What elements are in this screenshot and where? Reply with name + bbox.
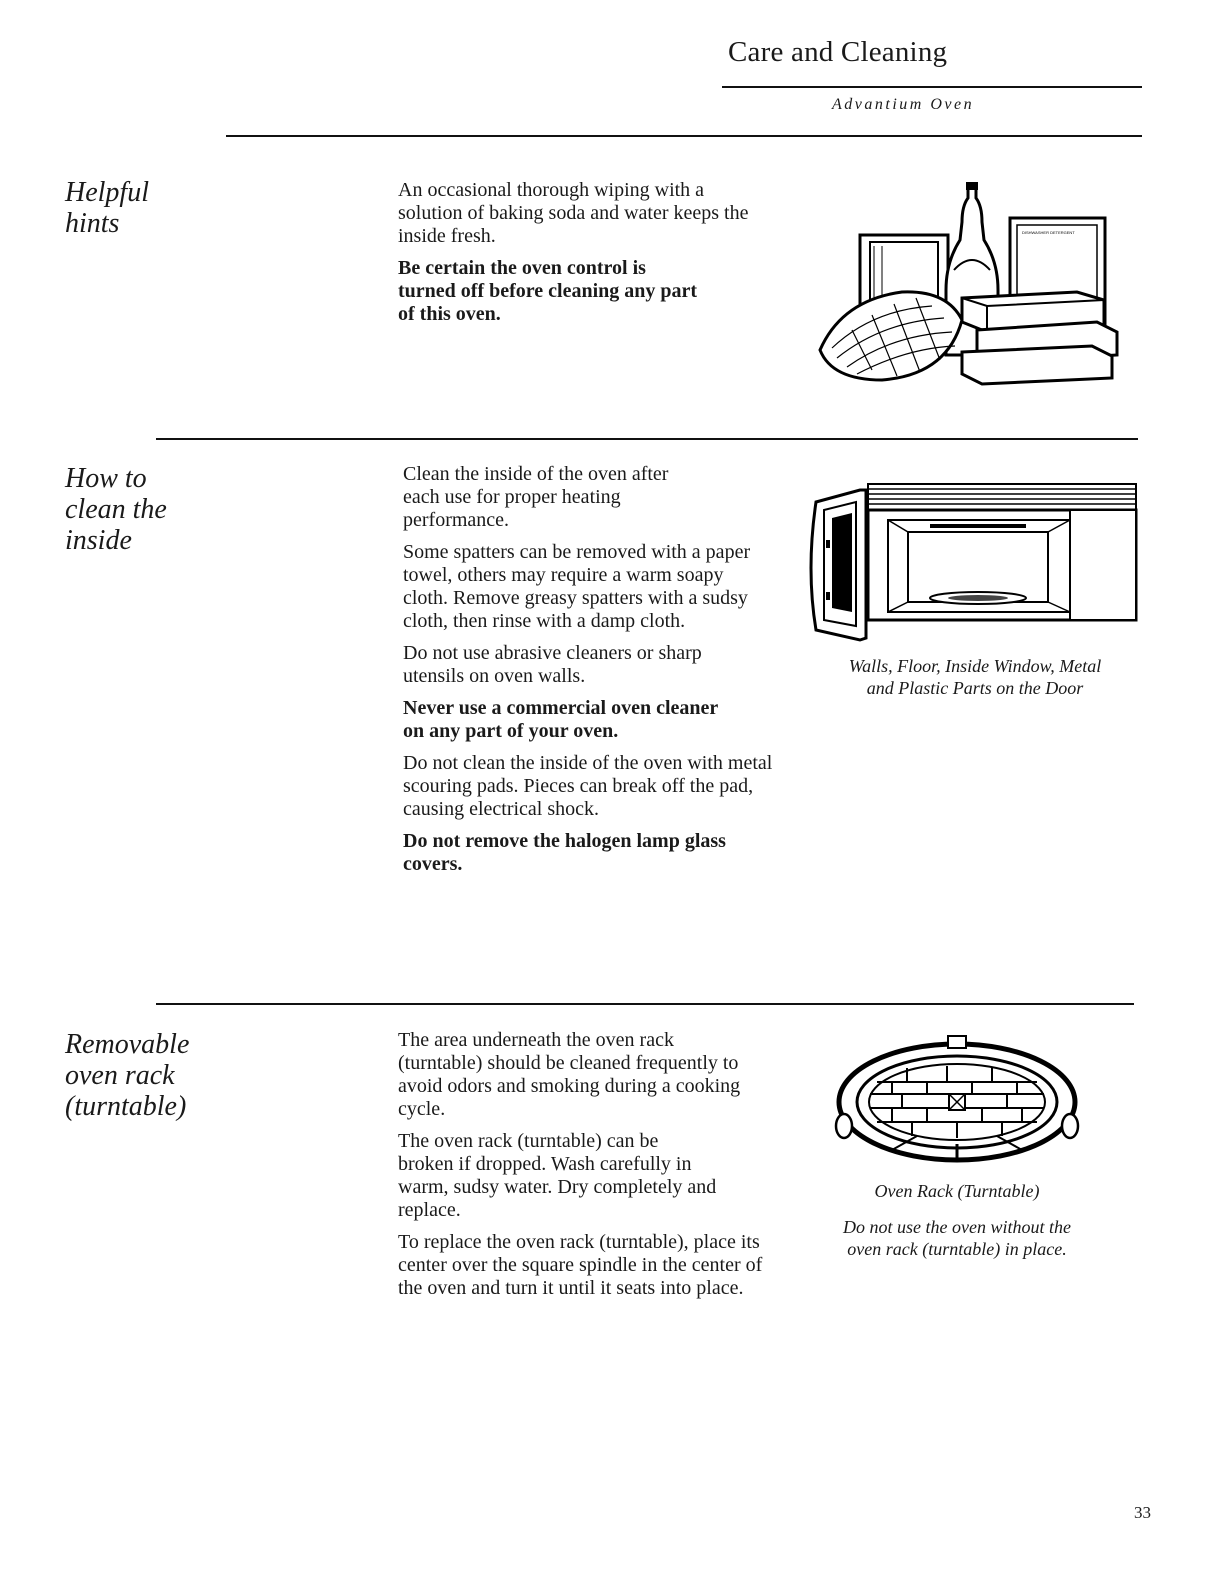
paragraph: An occasional thorough wiping with a solution of baking soda and water keeps the inside fresh. [398,179,749,247]
section-divider-2 [156,1003,1134,1005]
detergent-label: DISHWASHER DETERGENT [1022,230,1075,235]
warning-paragraph: Do not remove the halogen lamp glass covers. [403,830,726,875]
turntable-illustration [832,1030,1082,1170]
page-header-subtitle: Advantium Oven [832,96,975,113]
clean-inside-body [403,463,773,885]
section-divider-1 [156,438,1138,440]
section-title-helpful-hints: Helpful hints [65,177,149,239]
header-rule-long [226,135,1142,137]
paragraph: The oven rack (turntable) can be broken if dropped. Wash carefully in warm, sudsy water. Dry completely and replace. [398,1130,717,1221]
turntable-note: Do not use the oven without the oven rack (turntable) in place. [843,1217,1071,1259]
cleaning-supplies-illustration [812,180,1142,390]
header-rule-short [722,86,1142,88]
page-header-title: Care and Cleaning [728,36,948,68]
warning-paragraph: Never use a commercial oven cleaner on any part of your oven. [403,697,718,742]
paragraph: Do not clean the inside of the oven with metal scouring pads. Pieces can break off the pad, causing electrical shock. [403,752,773,820]
oven-interior-caption: Walls, Floor, Inside Window, Metal and Plastic Parts on the Door [848,656,1102,698]
paragraph: To replace the oven rack (turntable), place its center over the square spindle in the center of the oven and turn it until it seats into place. [398,1231,763,1299]
paragraph: Clean the inside of the oven after each use for proper heating performance. [403,463,669,531]
paragraph: Do not use abrasive cleaners or sharp utensils on oven walls. [403,642,702,687]
warning-paragraph: Be certain the oven control is turned off before cleaning any part of this oven. [398,257,698,325]
turntable-caption: Oven Rack (Turntable) [874,1181,1040,1201]
turntable-body [398,1029,768,1309]
section-title-turntable: Removable oven rack (turntable) [65,1029,190,1122]
paragraph: The area underneath the oven rack (turntable) should be cleaned frequently to avoid odors and smoking during a cooking cycle. [398,1029,741,1120]
paragraph: Some spatters can be removed with a paper towel, others may require a warm soapy cloth. Remove greasy spatters with a sudsy cloth, then rinse with a damp cloth. [403,541,751,632]
page-number: 33 [1134,1503,1151,1522]
section-title-clean-inside: How to clean the inside [65,463,167,556]
open-oven-illustration [800,480,1145,652]
helpful-hints-body [398,179,768,335]
